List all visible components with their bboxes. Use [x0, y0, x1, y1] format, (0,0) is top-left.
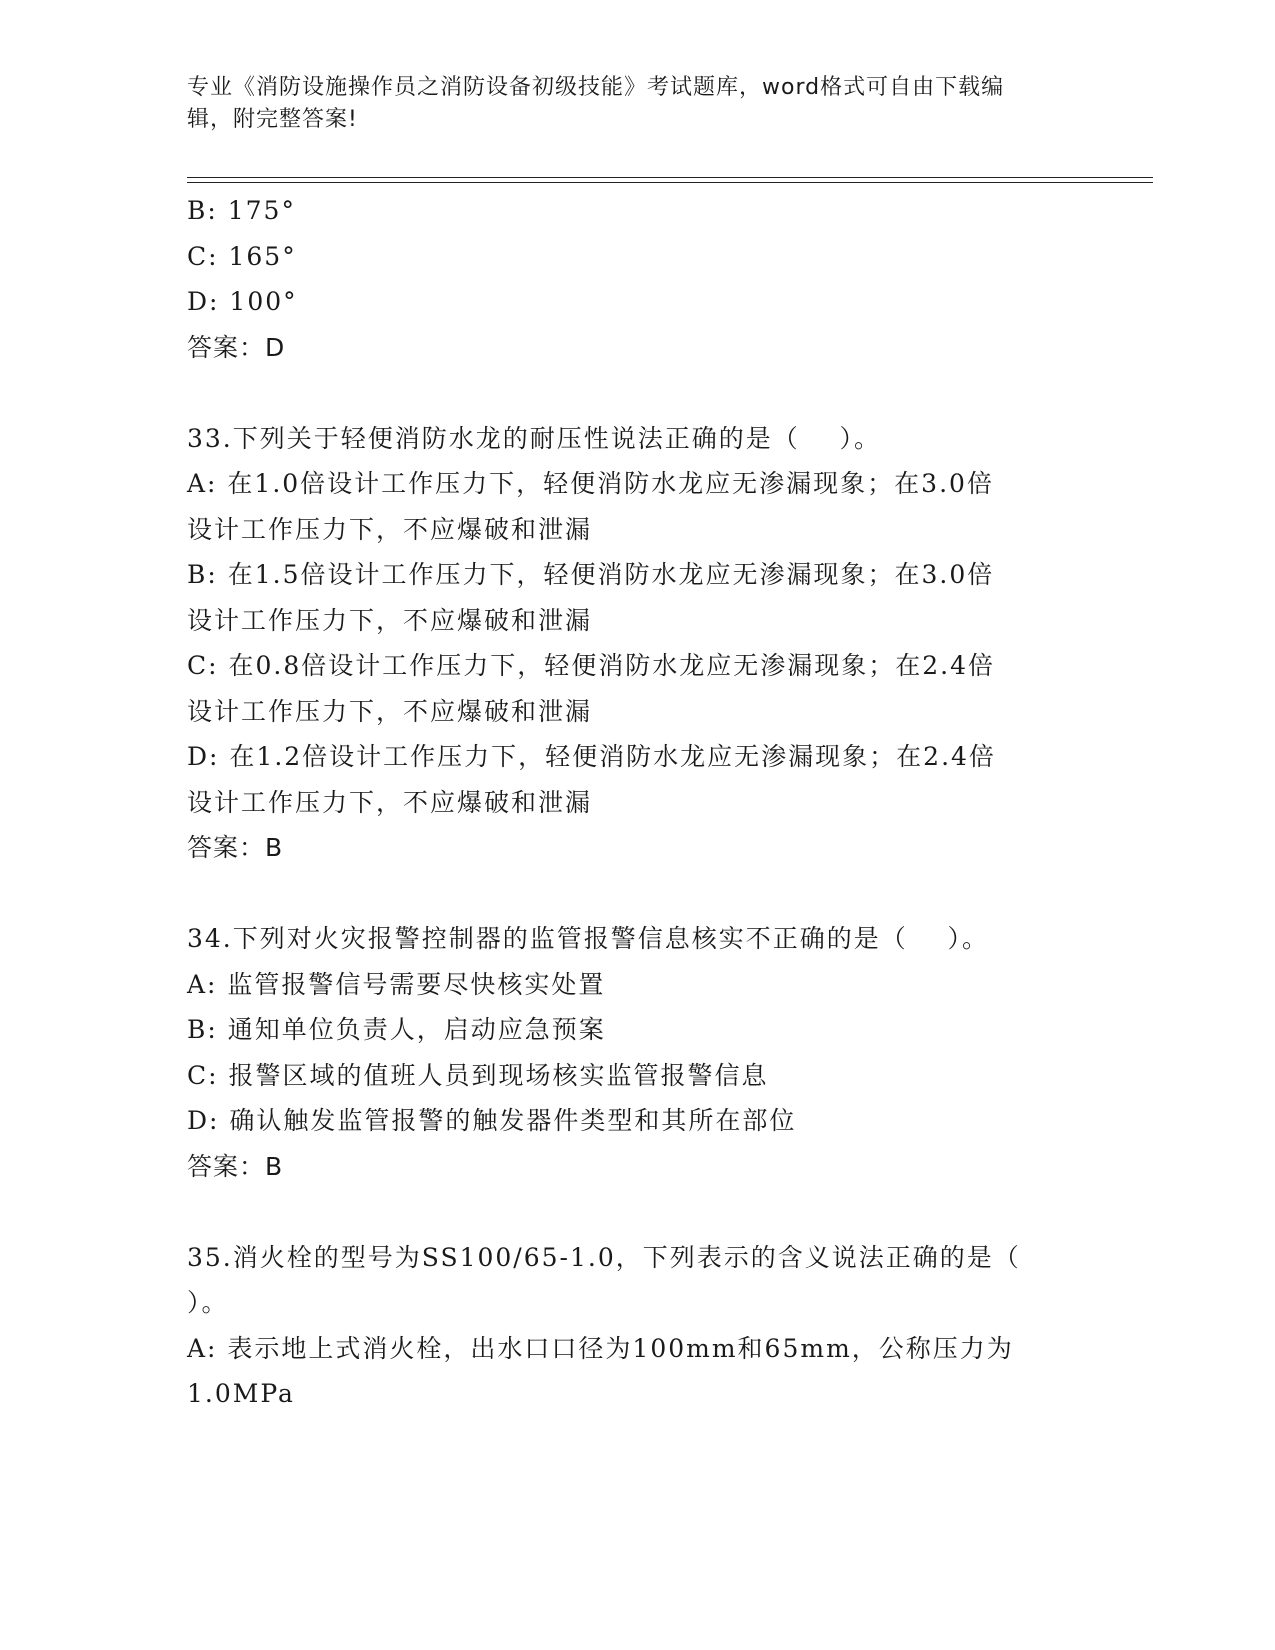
header-line-1: 专业《消防设施操作员之消防设备初级技能》考试题库，word格式可自由下载编	[187, 75, 1005, 100]
question-35	[187, 1235, 1087, 1417]
option-c-continued: 设计工作压力下，不应爆破和泄漏	[187, 696, 593, 726]
option-c: C: 在0.8倍设计工作压力下，轻便消防水龙应无渗漏现象；在2.4倍	[187, 651, 996, 680]
option-c: C: 报警区域的值班人员到现场核实监管报警信息	[187, 1060, 769, 1090]
option-d: D: 确认触发监管报警的触发器件类型和其所在部位	[187, 1106, 797, 1135]
question-33	[187, 416, 1087, 871]
header-divider-bottom	[187, 182, 1153, 183]
answer-line: 答案：B	[187, 833, 284, 862]
option-a: A: 表示地上式消火栓，出水口口径为100mm和65mm，公称压力为	[187, 1333, 1014, 1363]
spacer	[187, 370, 1087, 416]
question-stem: 33.下列关于轻便消防水龙的耐压性说法正确的是（ ）。	[187, 423, 882, 453]
option-a: A: 监管报警信号需要尽快核实处置	[187, 969, 606, 999]
document-header	[187, 72, 1067, 136]
question-32-remainder	[187, 188, 1087, 370]
option-a-continued: 设计工作压力下，不应爆破和泄漏	[187, 514, 593, 544]
answer-line: 答案：B	[187, 1151, 284, 1181]
header-line-2: 辑，附完整答案!	[187, 107, 358, 132]
option-d: D: 100°	[187, 287, 298, 316]
option-b: B: 175°	[187, 196, 296, 225]
question-stem: 35.消火栓的型号为SS100/65-1.0，下列表示的含义说法正确的是（	[187, 1242, 1021, 1272]
question-list	[187, 188, 1087, 1417]
question-stem-continued: ）。	[187, 1288, 229, 1317]
header-divider-top	[187, 177, 1153, 178]
option-b-continued: 设计工作压力下，不应爆破和泄漏	[187, 605, 593, 635]
option-d: D: 在1.2倍设计工作压力下，轻便消防水龙应无渗漏现象；在2.4倍	[187, 742, 996, 771]
option-d-continued: 设计工作压力下，不应爆破和泄漏	[187, 787, 593, 817]
option-a-continued: 1.0MPa	[187, 1379, 295, 1408]
option-b: B: 通知单位负责人，启动应急预案	[187, 1015, 606, 1044]
question-stem: 34.下列对火灾报警控制器的监管报警信息核实不正确的是（ ）。	[187, 924, 990, 953]
option-a: A: 在1.0倍设计工作压力下，轻便消防水龙应无渗漏现象；在3.0倍	[187, 469, 994, 498]
spacer	[187, 871, 1087, 917]
option-c: C: 165°	[187, 241, 297, 271]
spacer	[187, 1189, 1087, 1235]
option-b: B: 在1.5倍设计工作压力下，轻便消防水龙应无渗漏现象；在3.0倍	[187, 560, 995, 589]
answer-line: 答案：D	[187, 332, 286, 362]
question-34	[187, 916, 1087, 1189]
